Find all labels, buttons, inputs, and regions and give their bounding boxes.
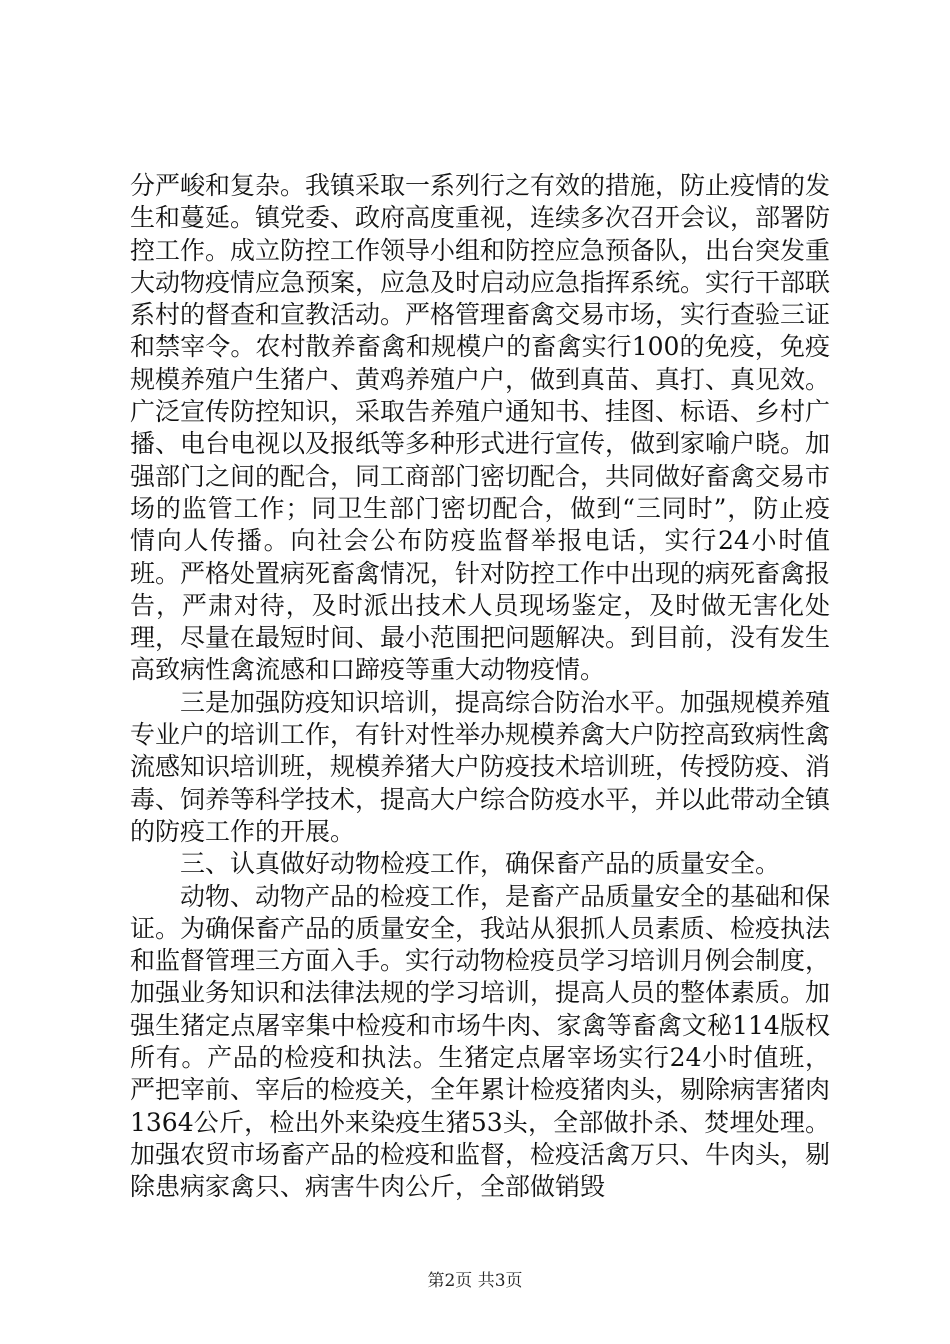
paragraph-2: 三是加强防疫知识培训，提高综合防治水平。加强规模养殖专业户的培训工作，有针对性举办规模养禽大户防控高致病性禽流感知识培训班，规模养猪大户防疫技术培训班，传授防疫、消毒、饲养等科学技术，提高大户综合防疫水平，并以此带动全镇的防疫工作的开展。 <box>130 687 831 846</box>
page-footer: 第2页 共3页 <box>427 1271 523 1291</box>
document-body <box>130 170 830 1204</box>
section-heading: 三、认真做好动物检疫工作，确保畜产品的质量安全。 <box>180 849 781 879</box>
paragraph-1: 分严峻和复杂。我镇采取一系列行之有效的措施，防止疫情的发生和蔓延。镇党委、政府高度重视，连续多次召开会议，部署防控工作。成立防控工作领导小组和防控应急预备队，出台突发重大动物疫情应急预案，应急及时启动应急指挥系统。实行干部联系村的督查和宣教活动。严格管理畜禽交易市场，实行查验三证和禁宰令。农村散养畜禽和规模户的畜禽实行100的免疫，免疫规模养殖户生猪户、黄鸡养殖户户，做到真苗、真打、真见效。广泛宣传防控知识，采取告养殖户通知书、挂图、标语、乡村广播、电台电视以及报纸等多种形式进行宣传，做到家喻户晓。加强部门之间的配合，同工商部门密切配合，共同做好畜禽交易市场的监管工作；同卫生部门密切配合，做到“三同时”，防止疫情向人传播。向社会公布防疫监督举报电话，实行24小时值班。严格处置病死畜禽情况，针对防控工作中出现的病死畜禽报告，严肃对待，及时派出技术人员现场鉴定，及时做无害化处理，尽量在最短时间、最小范围把问题解决。到目前，没有发生高致病性禽流感和口蹄疫等重大动物疫情。 <box>130 171 831 685</box>
paragraph-3: 动物、动物产品的检疫工作，是畜产品质量安全的基础和保证。为确保畜产品的质量安全，我站从狠抓人员素质、检疫执法和监督管理三方面入手。实行动物检疫员学习培训月例会制度，加强业务知识和法律法规的学习培训，提高人员的整体素质。加强生猪定点屠宰集中检疫和市场牛肉、家禽等畜禽文秘114版权所有。产品的检疫和执法。生猪定点屠宰场实行24小时值班，严把宰前、宰后的检疫关，全年累计检疫猪肉头，剔除病害猪肉1364公斤，检出外来染疫生猪53头，全部做扑杀、焚埋处理。加强农贸市场畜产品的检疫和监督，检疫活禽万只、牛肉头，剔除患病家禽只、病害牛肉公斤，全部做销毁 <box>130 881 831 1202</box>
